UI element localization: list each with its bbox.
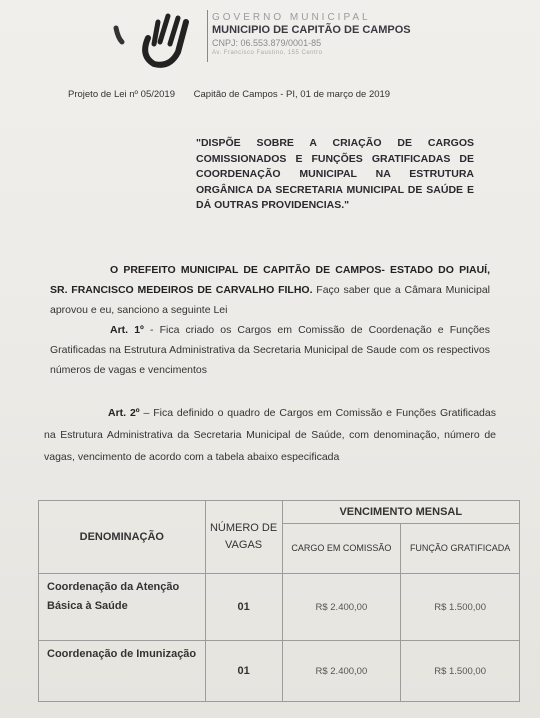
funcao-value-cell: R$ 1.500,00	[401, 574, 520, 641]
municipality-name: MUNICIPIO DE CAPITÃO DE CAMPOS	[212, 24, 411, 36]
address: Av. Francisco Faustino, 155 Centro	[212, 50, 323, 56]
project-number: Projeto de Lei nº 05/2019	[68, 89, 175, 100]
article-2-text: – Fica definido o quadro de Cargos em Comissão e Funções Gratificadas na Estrutura Administrativa da Secretaria Municipal de Saúde, com denominação, número de vagas, vencimento de acordo com a tabela abaixo especificada	[44, 407, 496, 463]
denominacao-cell: Coordenação de Imunização	[39, 641, 206, 702]
table-row	[39, 574, 520, 641]
preamble-title: O PREFEITO MUNICIPAL DE CAPITÃO DE CAMPOS- ESTADO DO PIAUÍ, SR. FRANCISCO MEDEIROS DE CARVALHO FILHO.	[50, 264, 490, 296]
funcao-value-cell: R$ 1.500,00	[401, 641, 520, 702]
reference-line	[68, 89, 390, 100]
table-row	[39, 641, 520, 702]
header-funcao-gratificada: FUNÇÃO GRATIFICADA	[401, 523, 520, 573]
article-2	[44, 402, 496, 468]
gov-label: GOVERNO MUNICIPAL	[212, 12, 371, 23]
vagas-cell: 01	[205, 641, 282, 702]
article-1-text: - Fica criado os Cargos em Comissão de Coordenação e Funções Gratificadas na Estrutura Administrativa da Secretaria Municipal de Saude com os respectivos números de vagas e vencimentos	[50, 324, 490, 376]
article-2-label: Art. 2º	[108, 407, 140, 419]
header-cargo-comissao: CARGO EM COMISSÃO	[282, 523, 401, 573]
document-date: Capitão de Campos - PI, 01 de março de 2019	[193, 89, 391, 100]
preamble	[50, 260, 490, 320]
vagas-cell: 01	[205, 574, 282, 641]
article-1-label: Art. 1º	[110, 324, 144, 336]
header-divider	[207, 10, 208, 62]
cargos-table	[38, 500, 520, 702]
cargo-value-cell: R$ 2.400,00	[282, 574, 401, 641]
denominacao-cell: Coordenação da Atenção Básica à Saúde	[39, 574, 206, 641]
municipal-hand-logo	[108, 8, 208, 70]
header-numero-vagas: NÚMERO DE VAGAS	[205, 501, 282, 574]
ementa: "DISPÕE SOBRE A CRIAÇÃO DE CARGOS COMISSIONADOS E FUNÇÕES GRATIFICADAS DE COORDENAÇÃO MUNICIPAL NA ESTRUTURA ORGÂNICA DA SECRETARIA MUNICIPAL DE SAÚDE E DÁ OUTRAS PROVIDENCIAS."	[196, 137, 474, 211]
article-1	[50, 320, 490, 380]
cnpj: CNPJ: 06.553.879/0001-85	[212, 38, 322, 48]
header-vencimento: VENCIMENTO MENSAL	[282, 501, 519, 524]
preamble-text: Faço saber que a Câmara Municipal aprovou e eu, sanciono a seguinte Lei	[50, 284, 491, 316]
cargo-value-cell: R$ 2.400,00	[282, 641, 401, 702]
header-denominacao: DENOMINAÇÃO	[39, 501, 206, 574]
header-block	[212, 12, 412, 56]
